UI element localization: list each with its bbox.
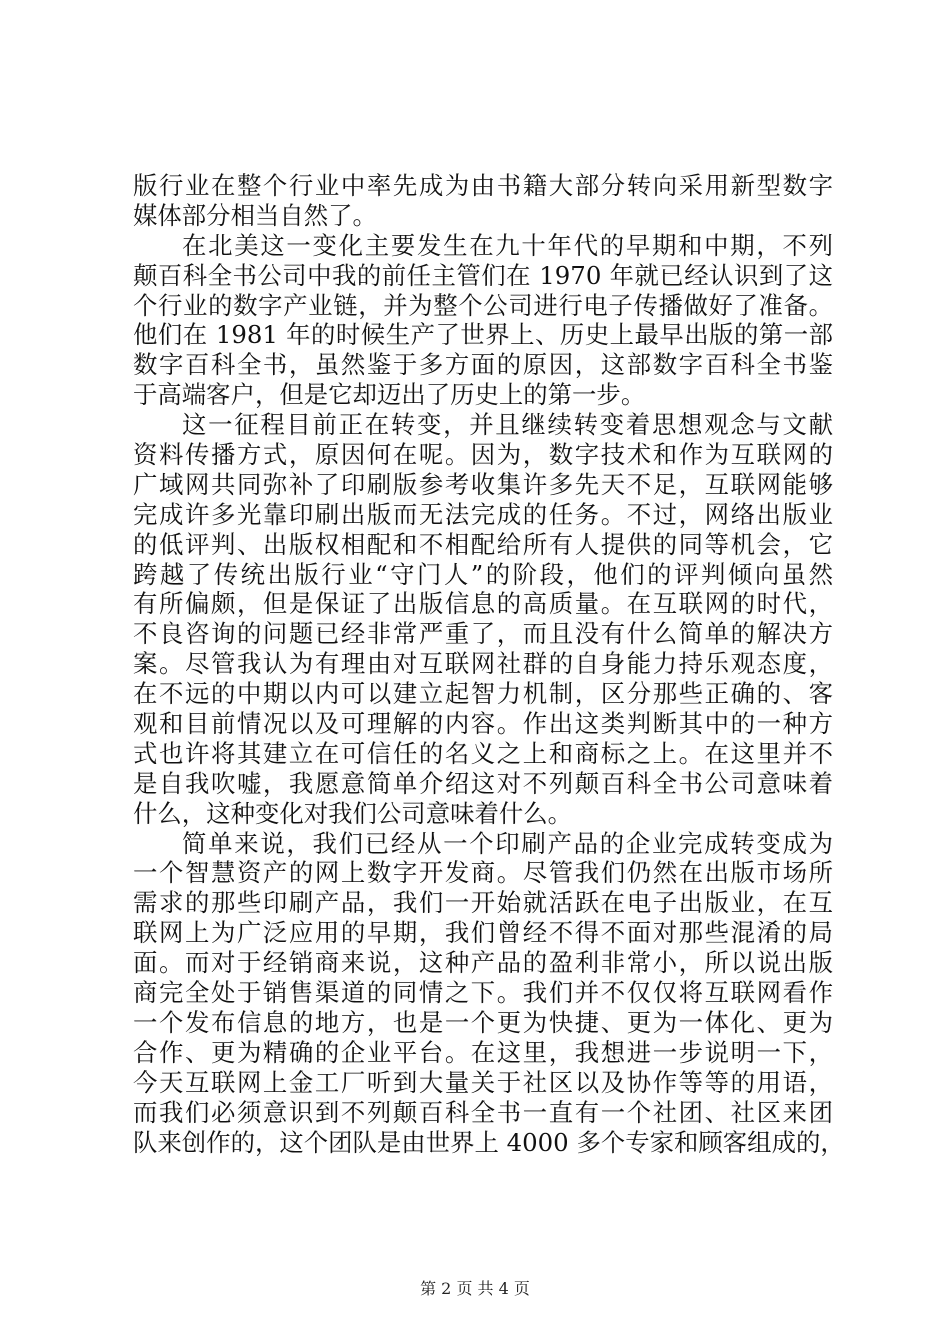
- document-body: [133, 171, 845, 1157]
- text-line: 商完全处于销售渠道的同情之下。我们并不仅仅将互联网看作: [133, 978, 833, 1008]
- paragraph: [133, 171, 833, 231]
- text-line: 个行业的数字产业链，并为整个公司进行电子传播做好了准备。: [133, 290, 833, 320]
- text-line: 什么，这种变化对我们公司意味着什么。: [133, 798, 573, 828]
- text-line: 颠百科全书公司中我的前任主管们在 1970 年就已经认识到了这: [133, 260, 833, 290]
- text-line: 是自我吹嘘，我愿意简单介绍这对不列颠百科全书公司意味着: [133, 768, 833, 798]
- text-line: 合作、更为精确的企业平台。在这里，我想进一步说明一下，: [133, 1037, 833, 1067]
- paragraph: [133, 231, 833, 410]
- text-line: 在北美这一变化主要发生在九十年代的早期和中期，不列: [182, 230, 833, 260]
- text-line: 队来创作的，这个团队是由世界上 4000 多个专家和顾客组成的，: [133, 1127, 845, 1157]
- text-line: 面。而对于经销商来说，这种产品的盈利非常小，所以说出版: [133, 948, 833, 978]
- text-line: 一个发布信息的地方，也是一个更为快捷、更为一体化、更为: [133, 1007, 833, 1037]
- text-line: 案。尽管我认为有理由对互联网社群的自身能力持乐观态度，: [133, 649, 833, 679]
- text-line: 不良咨询的问题已经非常严重了，而且没有什么简单的解决方: [133, 619, 833, 649]
- paragraph: [133, 828, 845, 1158]
- text-line: 数字百科全书，虽然鉴于多方面的原因，这部数字百科全书鉴: [133, 350, 833, 380]
- text-line: 这一征程目前正在转变，并且继续转变着思想观念与文献: [182, 410, 833, 440]
- text-line: 完成许多光靠印刷出版而无法完成的任务。不过，网络出版业: [133, 499, 833, 529]
- page-footer: 第 2 页 共 4 页: [420, 1279, 530, 1298]
- text-line: 他们在 1981 年的时候生产了世界上、历史上最早出版的第一部: [133, 320, 833, 350]
- text-line: 联网上为广泛应用的早期，我们曾经不得不面对那些混淆的局: [133, 918, 833, 948]
- text-line: 今天互联网上金工厂听到大量关于社区以及协作等等的用语，: [133, 1067, 833, 1097]
- text-line: 在不远的中期以内可以建立起智力机制，区分那些正确的、客: [133, 679, 833, 709]
- text-line: 版行业在整个行业中率先成为由书籍大部分转向采用新型数字: [133, 171, 833, 200]
- text-line: 广域网共同弥补了印刷版参考收集许多先天不足，互联网能够: [133, 469, 833, 499]
- text-line: 资料传播方式，原因何在呢。因为，数字技术和作为互联网的: [133, 440, 833, 470]
- text-line: 简单来说，我们已经从一个印刷产品的企业完成转变成为: [182, 828, 833, 858]
- text-line: 而我们必须意识到不列颠百科全书一直有一个社团、社区来团: [133, 1097, 833, 1127]
- text-line: 的低评判、出版权相配和不相配给所有人提供的同等机会，它: [133, 529, 833, 559]
- text-line: 有所偏颇，但是保证了出版信息的高质量。在互联网的时代，: [133, 589, 833, 619]
- text-line: 观和目前情况以及可理解的内容。作出这类判断其中的一种方: [133, 709, 833, 739]
- text-line: 于高端客户，但是它却迈出了历史上的第一步。: [133, 380, 646, 410]
- paragraph: [133, 410, 833, 828]
- text-line: 一个智慧资产的网上数字开发商。尽管我们仍然在出版市场所: [133, 858, 833, 888]
- text-line: 需求的那些印刷产品，我们一开始就活跃在电子出版业，在互: [133, 888, 833, 918]
- text-line: 式也许将其建立在可信任的名义之上和商标之上。在这里并不: [133, 738, 833, 768]
- text-line: 跨越了传统出版行业“守门人”的阶段，他们的评判倾向虽然: [133, 559, 833, 589]
- text-line: 媒体部分相当自然了。: [133, 200, 377, 230]
